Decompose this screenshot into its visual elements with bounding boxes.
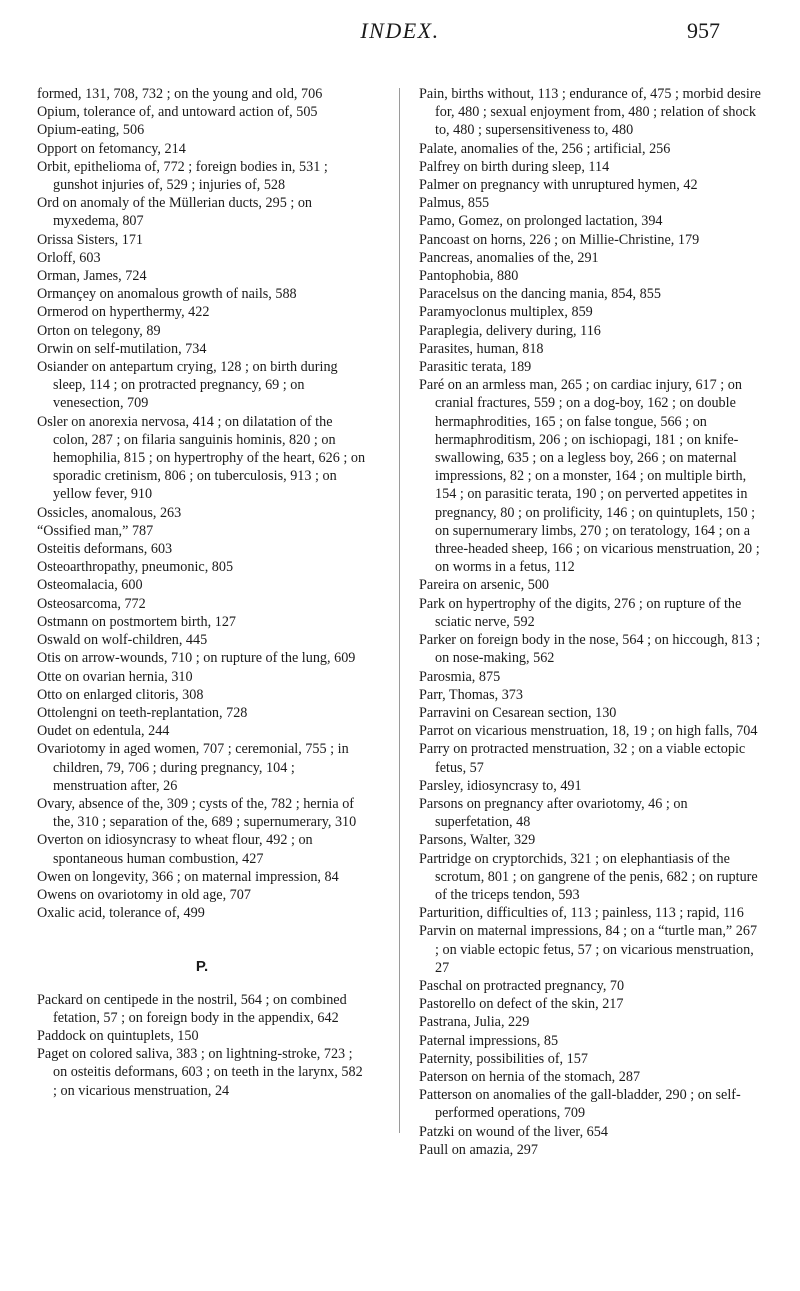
running-title: INDEX. [360,18,440,43]
index-entry: Paget on colored saliva, 383 ; on lightning-stroke, 723 ; on osteitis deformans, 603 ; on teeth in the larynx, 582 ; on vicarious menstruation, 24 [37,1046,363,1099]
index-entry: Parr, Thomas, 373 [419,686,523,703]
index-entry: Paterson on hernia of the stomach, 287 [419,1068,641,1085]
index-entry: Park on hypertrophy of the digits, 276 ; on rupture of the sciatic nerve, 592 [419,595,742,630]
index-entry: Orton on telegony, 89 [37,322,161,339]
page-header [0,18,800,48]
index-entry: Pastrana, Julia, 229 [419,1014,530,1031]
index-entry: Paull on amazia, 297 [419,1141,538,1158]
index-entry: Parravini on Cesarean section, 130 [419,704,617,721]
index-entry: Paternity, possibilities of, 157 [419,1050,588,1067]
index-entry: Owen on longevity, 366 ; on maternal impression, 84 [37,868,339,885]
index-entry: Packard on centipede in the nostril, 564 ; on combined fetation, 57 ; on foreign body in the appendix, 642 [37,991,347,1026]
index-entry: Palfrey on birth during sleep, 114 [419,158,610,175]
index-entry: Ormançey on anomalous growth of nails, 588 [37,286,297,303]
index-entry: Partridge on cryptorchids, 321 ; on elephantiasis of the scrotum, 801 ; on gangrene of the penis, 682 ; on rupture of the triceps tendon, 593 [419,850,758,903]
index-entry: Osteomalacia, 600 [37,577,143,594]
index-entry: Ottolengni on teeth-replantation, 728 [37,704,248,721]
index-entry: Parvin on maternal impressions, 84 ; on a “turtle man,” 267 ; on viable ectopic fetus, 57 ; on vicarious menstruation, 27 [419,923,758,976]
index-entry: Parker on foreign body in the nose, 564 ; on hiccough, 813 ; on nose-making, 562 [419,632,761,667]
index-entry: Opium, tolerance of, and untoward action of, 505 [37,104,318,121]
index-entry: Paddock on quintuplets, 150 [37,1027,199,1044]
index-entry: Patterson on anomalies of the gall-bladder, 290 ; on self-performed operations, 709 [419,1087,741,1122]
right-column [419,85,764,1159]
index-entry: Opport on fetomancy, 214 [37,140,186,157]
index-entry: Paschal on protracted pregnancy, 70 [419,977,625,994]
index-entry: Pamo, Gomez, on prolonged lactation, 394 [419,213,663,230]
index-entry: Orman, James, 724 [37,268,147,285]
index-entry: Orbit, epithelioma of, 772 ; foreign bodies in, 531 ; gunshot injuries of, 529 ; injuries of, 528 [37,158,328,194]
index-entry: “Ossified man,” 787 [37,522,154,539]
index-entry: Ormerod on hyperthermy, 422 [37,304,210,321]
index-entry: Parsons, Walter, 329 [419,832,536,849]
index-entry: Osler on anorexia nervosa, 414 ; on dilatation of the colon, 287 ; on filaria sanguinis hominis, 820 ; on hemophilia, 815 ; on hypertrophy of the heart, 626 ; on sporadic cretinism, 806 ; on tuberculosis, 913 ; on yellow fever, 910 [37,413,366,503]
index-entry: Parosmia, 875 [419,668,501,685]
index-entry: Parasites, human, 818 [419,340,544,357]
index-entry: Opium-eating, 506 [37,122,145,139]
index-entry: Oxalic acid, tolerance of, 499 [37,905,205,922]
index-entry: Orwin on self-mutilation, 734 [37,340,207,357]
index-entry: Parsons on pregnancy after ovariotomy, 46 ; on superfetation, 48 [419,795,688,831]
index-entry: Palate, anomalies of the, 256 ; artificial, 256 [419,140,671,157]
index-entry: Pain, births without, 113 ; endurance of, 475 ; morbid desire for, 480 ; sexual enjoyment from, 480 ; relation of shock to, 480 ; supersensitiveness to, 480 [419,86,761,139]
index-entry: Paternal impressions, 85 [419,1032,559,1049]
index-entry: Palmus, 855 [419,195,490,212]
index-entry: Orissa Sisters, 171 [37,231,144,248]
index-entry: Pancreas, anomalies of the, 291 [419,249,599,266]
index-entry: Palmer on pregnancy with unruptured hymen, 42 [419,177,698,194]
index-entry: Ord on anomaly of the Müllerian ducts, 295 ; on myxedema, 807 [37,195,313,230]
index-entry: Osteosarcoma, 772 [37,595,146,612]
index-entry: Patzki on wound of the liver, 654 [419,1123,608,1140]
index-entry: Pareira on arsenic, 500 [419,577,550,594]
page-number: 957 [687,18,720,43]
index-entry: Ossicles, anomalous, 263 [37,504,182,521]
index-entry: Parsley, idiosyncrasy to, 491 [419,777,582,794]
index-entry: Paré on an armless man, 265 ; on cardiac injury, 617 ; on cranial fractures, 559 ; on a dog-boy, 162 ; on double hermaphrodities, 165 ; on false tongue, 566 ; on hermaphroditism, 206 ; on ischiopagi, 181 ; on knife-swallowing, 635 ; on a legless boy, 266 ; on maternal impressions, 82 ; on a monster, 164 ; on multiple birth, 154 ; on parasitic terata, 190 ; on perverted appetites in pregnancy, 80 ; on prolificity, 146 ; on quintuplets, 150 ; on supernumerary limbs, 270 ; on teratology, 164 ; on a three-headed sheep, 166 ; on vicarious menstruation, 20 ; on worms in a fetus, 112 [419,377,760,576]
index-entry: Ovary, absence of the, 309 ; cysts of the, 782 ; hernia of the, 310 ; separation of the, 689 ; supernumerary, 310 [37,795,357,831]
index-entry: Pancoast on horns, 226 ; on Millie-Christine, 179 [419,231,700,248]
index-entry: Otis on arrow-wounds, 710 ; on rupture of the lung, 609 [37,650,356,667]
index-entry: Parrot on vicarious menstruation, 18, 19 ; on high falls, 704 [419,723,758,740]
index-entry: Ostmann on postmortem birth, 127 [37,613,237,630]
index-entry: Otto on enlarged clitoris, 308 [37,686,204,703]
index-entry: Parturition, difficulties of, 113 ; painless, 113 ; rapid, 116 [419,905,744,922]
column-divider [399,88,400,1133]
index-entry: Osiander on antepartum crying, 128 ; on birth during sleep, 114 ; on protracted pregnancy, 69 ; on venesection, 709 [37,359,338,412]
index-entry: Paramyoclonus multiplex, 859 [419,304,593,321]
index-entry: Parry on protracted menstruation, 32 ; on a viable ectopic fetus, 57 [419,741,746,776]
index-entry: Otte on ovarian hernia, 310 [37,668,193,685]
index-entry: Paraplegia, delivery during, 116 [419,322,601,339]
index-entry: Orloff, 603 [37,249,101,266]
index-entry: Pantophobia, 880 [419,268,519,285]
index-entry: Owens on ovariotomy in old age, 707 [37,886,251,903]
index-entry: Ovariotomy in aged women, 707 ; ceremonial, 755 ; in children, 79, 706 ; during pregnancy, 104 ; menstruation after, 26 [37,741,349,794]
index-entry: Paracelsus on the dancing mania, 854, 855 [419,286,661,303]
index-entry: formed, 131, 708, 732 ; on the young and old, 706 [37,86,323,102]
index-entry: Osteoarthropathy, pneumonic, 805 [37,559,234,576]
index-entry: Pastorello on defect of the skin, 217 [419,996,624,1013]
index-entry: Parasitic terata, 189 [419,359,532,376]
index-entry: Oudet on edentula, 244 [37,723,170,740]
index-entry: Osteitis deformans, 603 [37,541,173,558]
section-letter: P. [195,958,209,976]
left-column [37,85,367,1100]
index-entry: Oswald on wolf-children, 445 [37,632,208,649]
index-entry: Overton on idiosyncrasy to wheat flour, 492 ; on spontaneous human combustion, 427 [37,832,313,867]
